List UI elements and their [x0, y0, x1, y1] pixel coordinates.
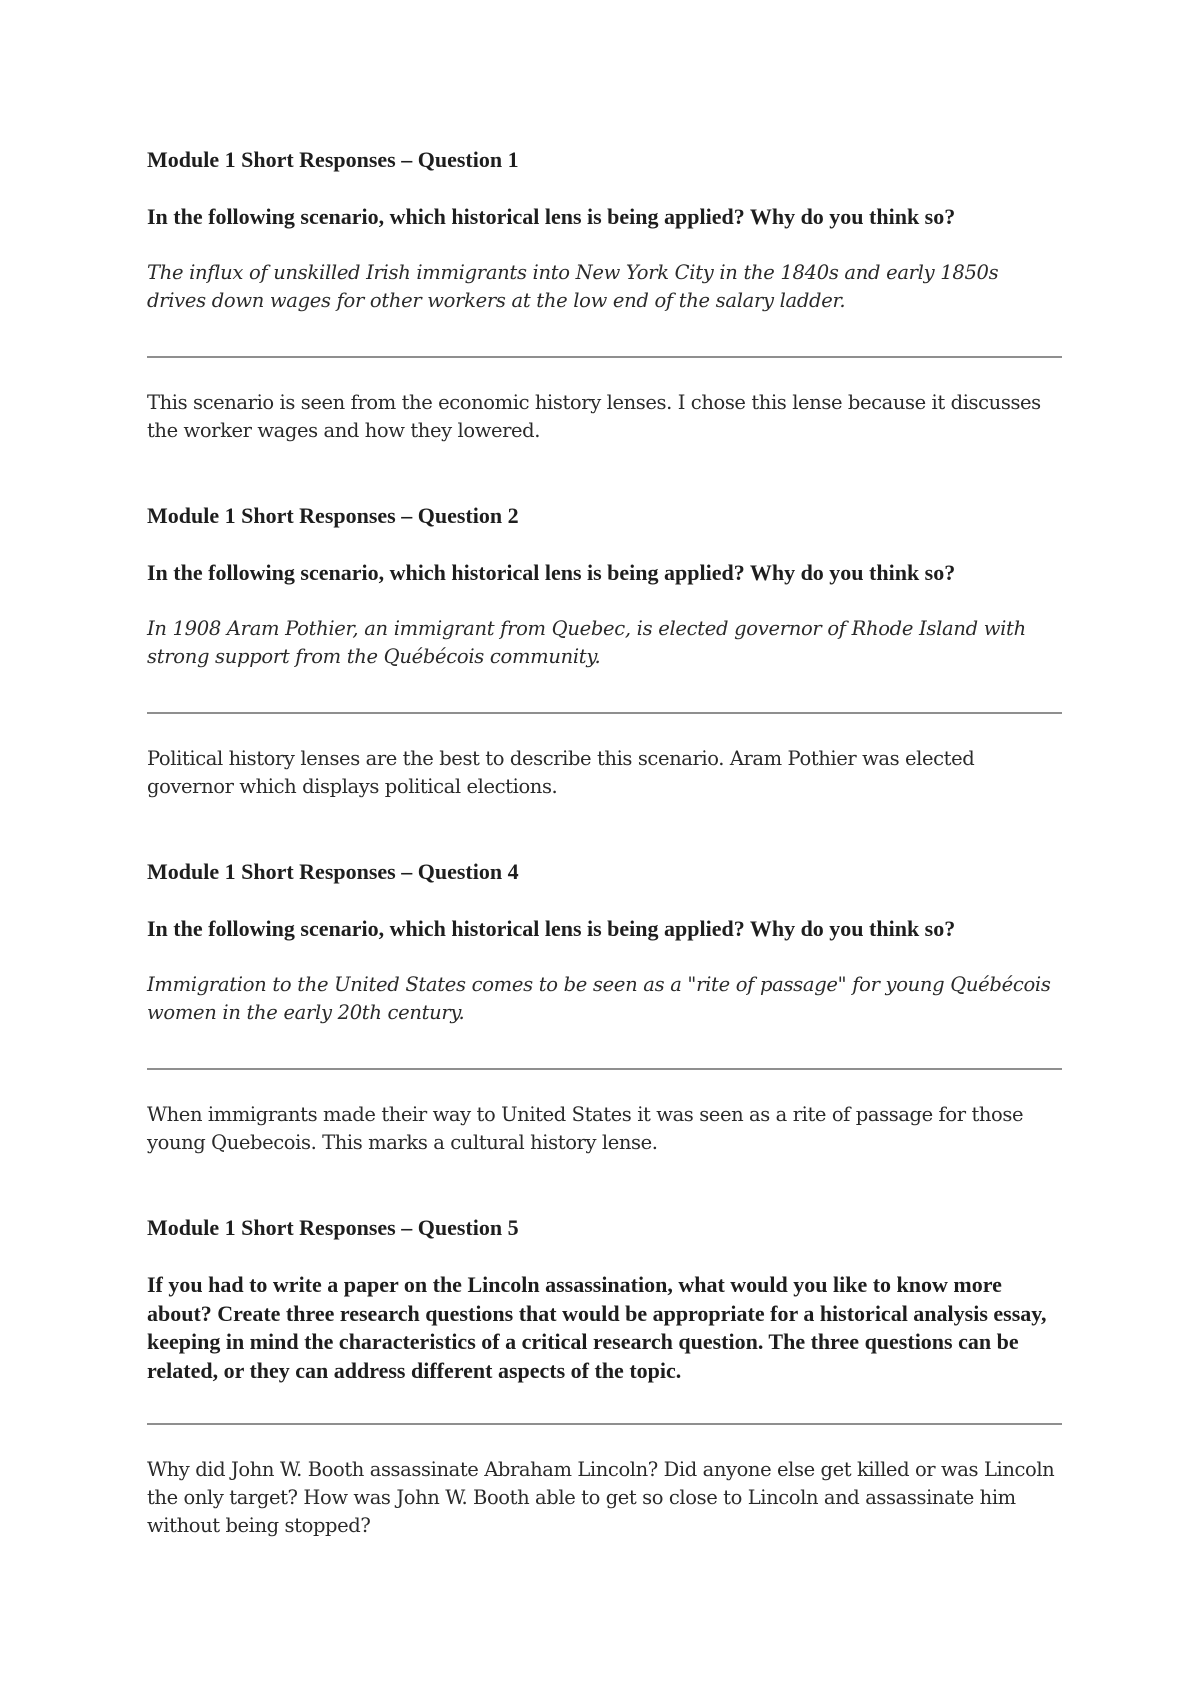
answer-divider — [147, 1423, 1062, 1425]
question-prompt: In the following scenario, which historical lens is being applied? Why do you think so? — [147, 204, 956, 229]
module-title: Module 1 Short Responses – Question 1 — [147, 147, 519, 172]
scenario-text: In 1908 Aram Pothier, an immigrant from Quebec, is elected governor of Rhode Island with strong support from the Québécois community. — [147, 617, 1026, 668]
answer-text: Why did John W. Booth assassinate Abraham Lincoln? Did anyone else get killed or was Lincoln the only target? How was John W. Booth able to get so close to Lincoln and assassinate him without being stopped? — [147, 1458, 1055, 1537]
answer-text: This scenario is seen from the economic history lenses. I chose this lense because it discusses the worker wages and how they lowered. — [147, 391, 1041, 442]
answer-divider — [147, 712, 1062, 714]
module-title: Module 1 Short Responses – Question 4 — [147, 859, 519, 884]
question-prompt: In the following scenario, which historical lens is being applied? Why do you think so? — [147, 560, 956, 585]
answer-text: When immigrants made their way to United States it was seen as a rite of passage for those young Quebecois. This marks a cultural history lense. — [147, 1103, 1024, 1154]
question-prompt: If you had to write a paper on the Lincoln assassination, what would you like to know more about? Create three research questions that would be appropriate for a historical analysis essay, keeping in mind the characteristics of a critical research question. The three questions can be related, or they can address different aspects of the topic. — [147, 1272, 1047, 1383]
scenario-text: The influx of unskilled Irish immigrants into New York City in the 1840s and early 1850s drives down wages for other workers at the low end of the salary ladder. — [147, 261, 999, 312]
module-title: Module 1 Short Responses – Question 2 — [147, 503, 519, 528]
question-prompt: In the following scenario, which historical lens is being applied? Why do you think so? — [147, 916, 956, 941]
answer-divider — [147, 356, 1062, 358]
module-title: Module 1 Short Responses – Question 5 — [147, 1215, 519, 1240]
answer-text: Political history lenses are the best to describe this scenario. Aram Pothier was elected governor which displays political elections. — [147, 747, 975, 798]
scenario-text: Immigration to the United States comes to be seen as a "rite of passage" for young Québécois women in the early 20th century. — [147, 973, 1051, 1024]
answer-divider — [147, 1068, 1062, 1070]
